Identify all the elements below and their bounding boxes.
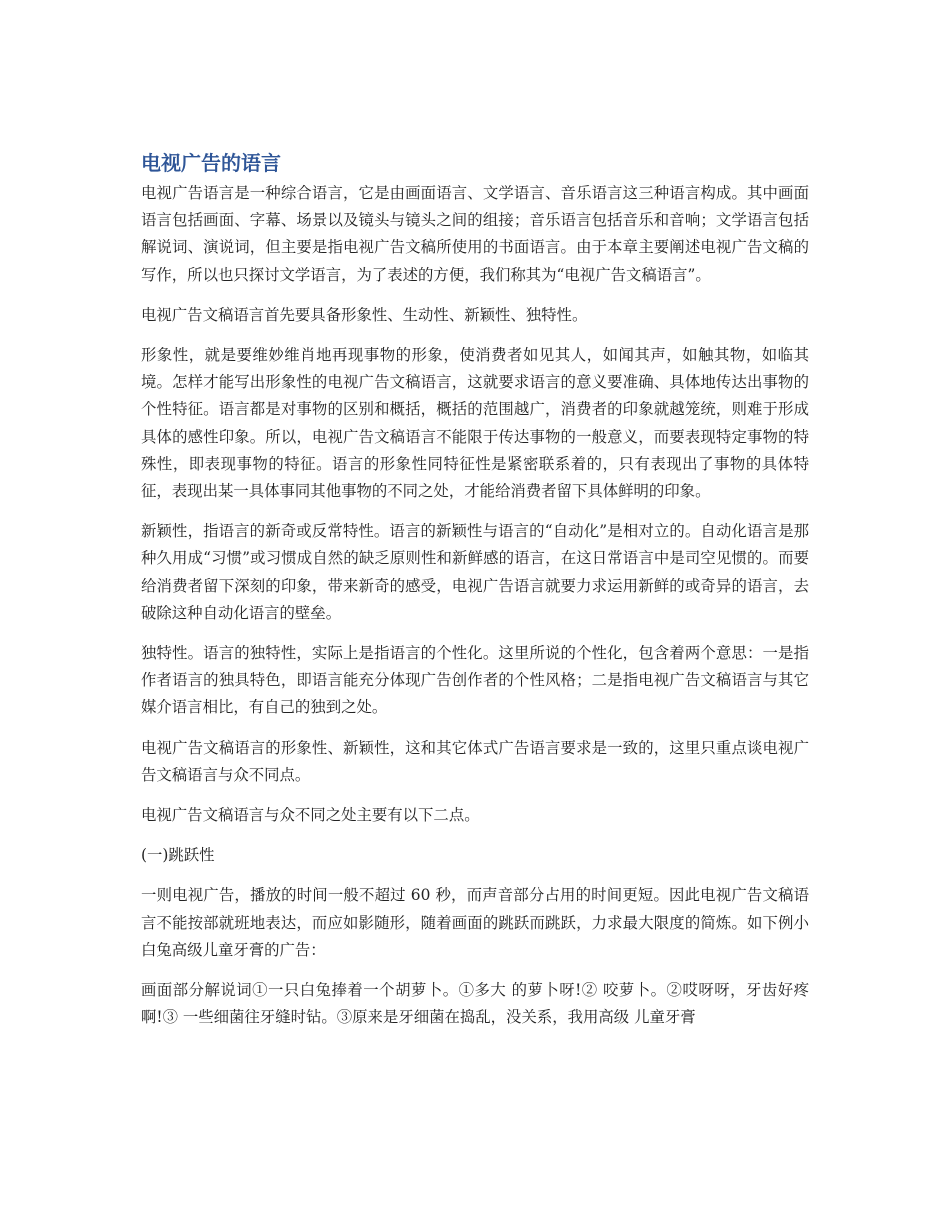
paragraph-intro: 电视广告语言是一种综合语言，它是由画面语言、文学语言、音乐语言这三种语言构成。其中画面语言包括画面、字幕、场景以及镜头与镜头之间的组接；音乐语言包括音乐和音响；文学语言包括解说词、演说词，但主要是指电视广告文稿所使用的书面语言。由于本章主要阐述电视广告文稿的写作，所以也只探讨文学语言，为了表述的方便，我们称其为“电视广告文稿语言”。	[141, 184, 809, 284]
paragraph-uniqueness: 独特性。语言的独特性，实际上是指语言的个性化。这里所说的个性化，包含着两个意思：一是指作者语言的独具特色，即语言能充分体现广告创作者的个性风格；二是指电视广告文稿语言与其它媒介语言相比，有自己的独到之处。	[141, 644, 809, 717]
paragraph-leaping: 一则电视广告，播放的时间一般不超过 60 秒，而声音部分占用的时间更短。因此电视广告文稿语言不能按部就班地表达，而应如影随形，随着画面的跳跃而跳跃，力求最大限度的简炼。如下例小白兔高级儿童牙膏的广告：	[141, 886, 809, 959]
section-heading-leaping: (一)跳跃性	[141, 846, 215, 865]
paragraph-imagery: 形象性，就是要维妙维肖地再现事物的形象，使消费者如见其人，如闻其声，如触其物，如临其境。怎样才能写出形象性的电视广告文稿语言，这就要求语言的意义要准确、具体地传达出事物的个性特征。语言都是对事物的区别和概括，概括的范围越广，消费者的印象就越笼统，则难于形成具体的感性印象。所以，电视广告文稿语言不能限于传达事物的一般意义，而要表现特定事物的特殊性，即表现事物的特征。语言的形象性同特征性是紧密联系着的，只有表现出了事物的具体特征，表现出某一具体事同其他事物的不同之处，才能给消费者留下具体鲜明的印象。	[141, 346, 809, 501]
paragraph-requirements: 电视广告文稿语言首先要具备形象性、生动性、新颖性、独特性。	[141, 305, 588, 324]
paragraph-differences: 电视广告文稿语言与众不同之处主要有以下二点。	[141, 806, 480, 825]
paragraph-consistency: 电视广告文稿语言的形象性、新颖性，这和其它体式广告语言要求是一致的，这里只重点谈电视广告文稿语言与众不同点。	[141, 738, 809, 784]
paragraph-novelty: 新颖性，指语言的新奇或反常特性。语言的新颖性与语言的“自动化”是相对立的。自动化语言是那种久用成“习惯”或习惯成自然的缺乏原则性和新鲜感的语言，在这日常语言中是司空见惯的。而要给消费者留下深刻的印象，带来新奇的感受，电视广告语言就要力求运用新鲜的或奇异的语言，去破除这种自动化语言的壁垒。	[141, 522, 809, 622]
paragraph-example: 画面部分解说词①一只白兔捧着一个胡萝卜。①多大 的萝卜呀!② 咬萝卜。②哎呀呀，牙齿好疼啊!③ 一些细菌往牙缝时钻。③原来是牙细菌在捣乱，没关系，我用高级 儿童牙膏	[141, 981, 809, 1027]
document-title: 电视广告的语言	[141, 151, 281, 175]
document-page	[141, 148, 809, 1044]
